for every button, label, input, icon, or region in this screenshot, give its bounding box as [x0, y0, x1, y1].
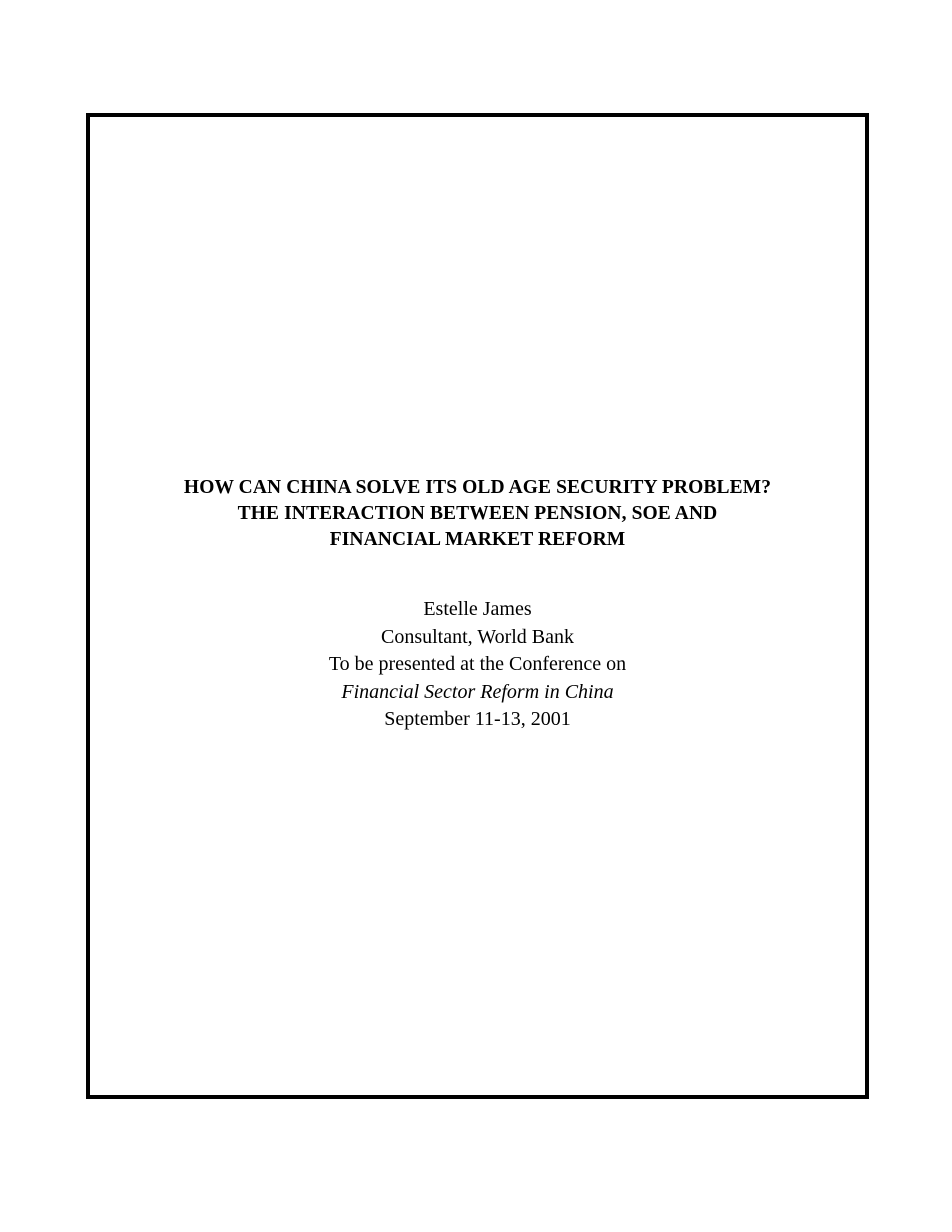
document-title: [90, 475, 865, 553]
presentation-note: To be presented at the Conference on: [328, 653, 627, 675]
author-affiliation: Consultant, World Bank: [380, 625, 575, 648]
title-page-frame: [86, 113, 869, 1099]
author-info: [90, 596, 865, 734]
title-line-2: THE INTERACTION BETWEEN PENSION, SOE AND: [237, 503, 718, 524]
title-line-1: HOW CAN CHINA SOLVE ITS OLD AGE SECURITY PROBLEM?: [183, 477, 772, 498]
author-name: Estelle James: [423, 598, 532, 620]
conference-name: Financial Sector Reform in China: [341, 680, 614, 703]
title-line-3: FINANCIAL MARKET REFORM: [329, 529, 626, 550]
conference-dates: September 11-13, 2001: [384, 708, 571, 730]
